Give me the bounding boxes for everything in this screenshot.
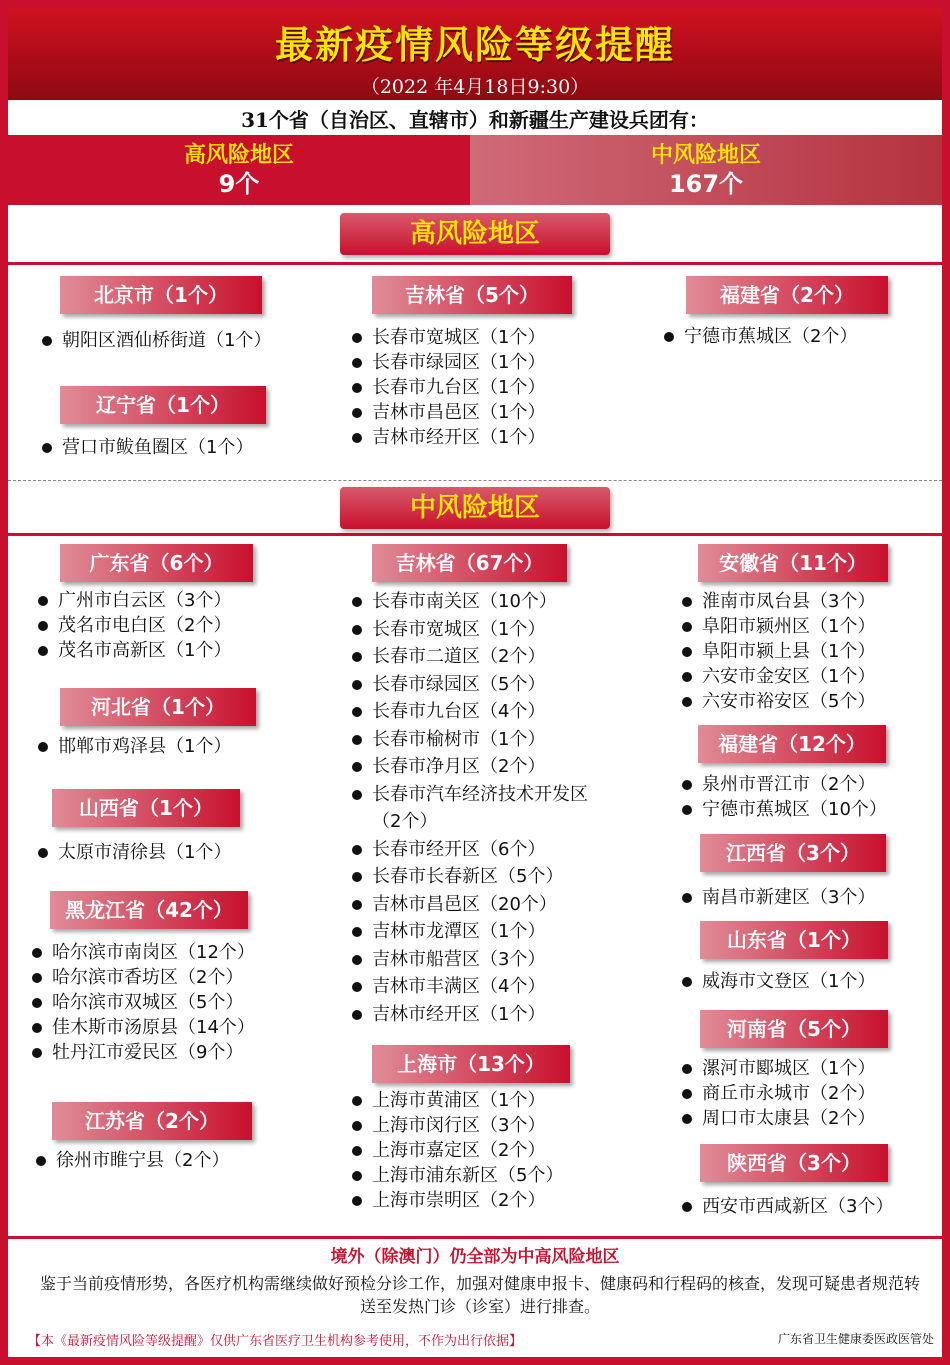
- list-item: 长春市宽城区（1个）: [350, 616, 597, 644]
- list-item: 六安市金安区（1个）: [680, 664, 875, 689]
- list-item: 阜阳市颍上县（1个）: [680, 639, 875, 664]
- list-item: 商丘市永城市（2个）: [680, 1081, 875, 1106]
- list-item: 长春市南关区（10个）: [350, 588, 597, 616]
- list-item: 长春市绿园区（1个）: [350, 350, 545, 375]
- province-header-beijing: 北京市（1个）: [60, 276, 262, 314]
- list-item: 长春市九台区（4个）: [350, 698, 597, 726]
- guidance-text: 鉴于当前疫情形势，各医疗机构需继续做好预检分诊工作，加强对健康申报卡、健康码和行程码的核查，发现可疑患者规范转送至发热门诊（诊室）进行排查。: [40, 1274, 921, 1316]
- summary-high-label: 高风险地区: [183, 143, 294, 168]
- divider: [8, 1236, 942, 1239]
- province-header-jiangsu: 江苏省（2个）: [52, 1102, 252, 1140]
- list-item: 营口市鲅鱼圈区（1个）: [40, 435, 253, 460]
- province-header-jilin-medium: 吉林省（67个）: [372, 544, 567, 582]
- list-item: 邯郸市鸡泽县（1个）: [36, 734, 231, 759]
- list-item: 牡丹江市爱民区（9个）: [30, 1040, 255, 1065]
- list-item: 徐州市睢宁县（2个）: [34, 1148, 229, 1173]
- list-item: 长春市绿园区（5个）: [350, 671, 597, 699]
- list-item: 佳木斯市汤原县（14个）: [30, 1015, 255, 1040]
- province-header-jiangxi: 江西省（3个）: [700, 834, 886, 872]
- list-item: 上海市黄浦区（1个）: [350, 1088, 563, 1113]
- list-item: 六安市裕安区（5个）: [680, 689, 875, 714]
- list-item: 吉林市经开区（1个）: [350, 1001, 597, 1029]
- list-item: 哈尔滨市香坊区（2个）: [30, 965, 255, 990]
- overseas-note: 境外（除澳门）仍全部为中高风险地区: [330, 1247, 620, 1267]
- province-header-jilin-high: 吉林省（5个）: [372, 276, 572, 314]
- list-item: 南昌市新建区（3个）: [680, 885, 875, 910]
- summary-high-risk: [8, 135, 470, 205]
- list-henan: [680, 1056, 875, 1131]
- list-item: 长春市九台区（1个）: [350, 375, 545, 400]
- list-item: 长春市经开区（6个）: [350, 836, 597, 864]
- province-header-shanghai: 上海市（13个）: [372, 1045, 570, 1083]
- list-item: 吉林市经开区（1个）: [350, 425, 545, 450]
- list-item: 长春市二道区（2个）: [350, 643, 597, 671]
- list-item: 吉林市龙潭区（1个）: [350, 918, 597, 946]
- province-header-guangdong: 广东省（6个）: [60, 544, 253, 582]
- list-item: 宁德市蕉城区（2个）: [662, 324, 857, 349]
- list-shandong: [680, 969, 875, 994]
- divider: [8, 480, 942, 481]
- medium-risk-section-title: 中风险地区: [340, 487, 610, 529]
- province-header-shaanxi: 陕西省（3个）: [700, 1144, 888, 1182]
- issuer: 广东省卫生健康委医政医管处: [777, 1332, 934, 1346]
- summary-medium-risk: [470, 135, 942, 205]
- list-fujian-high: [662, 324, 857, 349]
- list-item: 吉林市丰满区（4个）: [350, 973, 597, 1001]
- page-title: 最新疫情风险等级提醒: [274, 23, 675, 67]
- list-item: 长春市榆树市（1个）: [350, 726, 597, 754]
- province-header-henan: 河南省（5个）: [700, 1010, 888, 1048]
- list-item: 上海市崇明区（2个）: [350, 1188, 563, 1213]
- province-header-liaoning: 辽宁省（1个）: [60, 386, 266, 424]
- list-jiangsu: [34, 1148, 229, 1173]
- list-heilongjiang: [30, 940, 255, 1065]
- list-item: 西安市西咸新区（3个）: [680, 1194, 893, 1219]
- list-shanxi: [36, 840, 231, 865]
- list-item: 长春市宽城区（1个）: [350, 325, 545, 350]
- list-item: 周口市太康县（2个）: [680, 1106, 875, 1131]
- list-shaanxi: [680, 1194, 893, 1219]
- update-date: （2022 年4月18日9:30）: [360, 76, 590, 98]
- high-risk-section-title: 高风险地区: [340, 213, 610, 255]
- summary-high-count: 9个: [218, 170, 260, 198]
- list-item: 上海市浦东新区（5个）: [350, 1163, 563, 1188]
- province-header-fujian-high: 福建省（2个）: [686, 276, 888, 314]
- list-item: 长春市汽车经济技术开发区（2个）: [350, 781, 597, 836]
- summary-medium-count: 167个: [668, 170, 744, 198]
- list-item: 威海市文登区（1个）: [680, 969, 875, 994]
- list-item: 长春市长春新区（5个）: [350, 863, 597, 891]
- province-header-anhui: 安徽省（11个）: [698, 544, 888, 582]
- list-item: 朝阳区酒仙桥街道（1个）: [40, 328, 271, 353]
- province-header-fujian-medium: 福建省（12个）: [698, 725, 886, 763]
- list-jilin-medium: [350, 588, 597, 1028]
- list-anhui: [680, 589, 875, 714]
- list-liaoning: [40, 435, 253, 460]
- list-item: 吉林市船营区（3个）: [350, 946, 597, 974]
- list-item: 淮南市凤台县（3个）: [680, 589, 875, 614]
- list-shanghai: [350, 1088, 563, 1213]
- disclaimer: 【本《最新疫情风险等级提醒》仅供广东省医疗卫生机构参考使用，不作为出行依据】: [28, 1334, 523, 1349]
- list-hebei: [36, 734, 231, 759]
- list-item: 哈尔滨市南岗区（12个）: [30, 940, 255, 965]
- list-item: 宁德市蕉城区（10个）: [680, 797, 887, 822]
- list-item: 上海市闵行区（3个）: [350, 1113, 563, 1138]
- list-beijing: [40, 328, 271, 353]
- list-item: 广州市白云区（3个）: [36, 588, 231, 613]
- list-guangdong: [36, 588, 231, 663]
- divider: [8, 262, 942, 265]
- summary-medium-label: 中风险地区: [650, 143, 761, 168]
- header-banner: [8, 8, 942, 100]
- list-item: 哈尔滨市双城区（5个）: [30, 990, 255, 1015]
- list-item: 阜阳市颍州区（1个）: [680, 614, 875, 639]
- province-header-heilongjiang: 黑龙江省（42个）: [50, 891, 248, 929]
- list-item: 太原市清徐县（1个）: [36, 840, 231, 865]
- list-jilin-high: [350, 325, 545, 450]
- list-item: 上海市嘉定区（2个）: [350, 1138, 563, 1163]
- province-header-shanxi: 山西省（1个）: [52, 789, 240, 827]
- list-item: 吉林市昌邑区（20个）: [350, 891, 597, 919]
- list-item: 漯河市郾城区（1个）: [680, 1056, 875, 1081]
- subtitle: 31个省（自治区、直辖市）和新疆生产建设兵团有：: [241, 108, 709, 132]
- divider: [8, 533, 942, 536]
- list-item: 长春市净月区（2个）: [350, 753, 597, 781]
- list-item: 泉州市晋江市（2个）: [680, 772, 887, 797]
- list-fujian-medium: [680, 772, 887, 822]
- province-header-hebei: 河北省（1个）: [60, 688, 256, 726]
- list-jiangxi: [680, 885, 875, 910]
- list-item: 茂名市高新区（1个）: [36, 638, 231, 663]
- province-header-shandong: 山东省（1个）: [700, 921, 888, 959]
- list-item: 茂名市电白区（2个）: [36, 613, 231, 638]
- list-item: 吉林市昌邑区（1个）: [350, 400, 545, 425]
